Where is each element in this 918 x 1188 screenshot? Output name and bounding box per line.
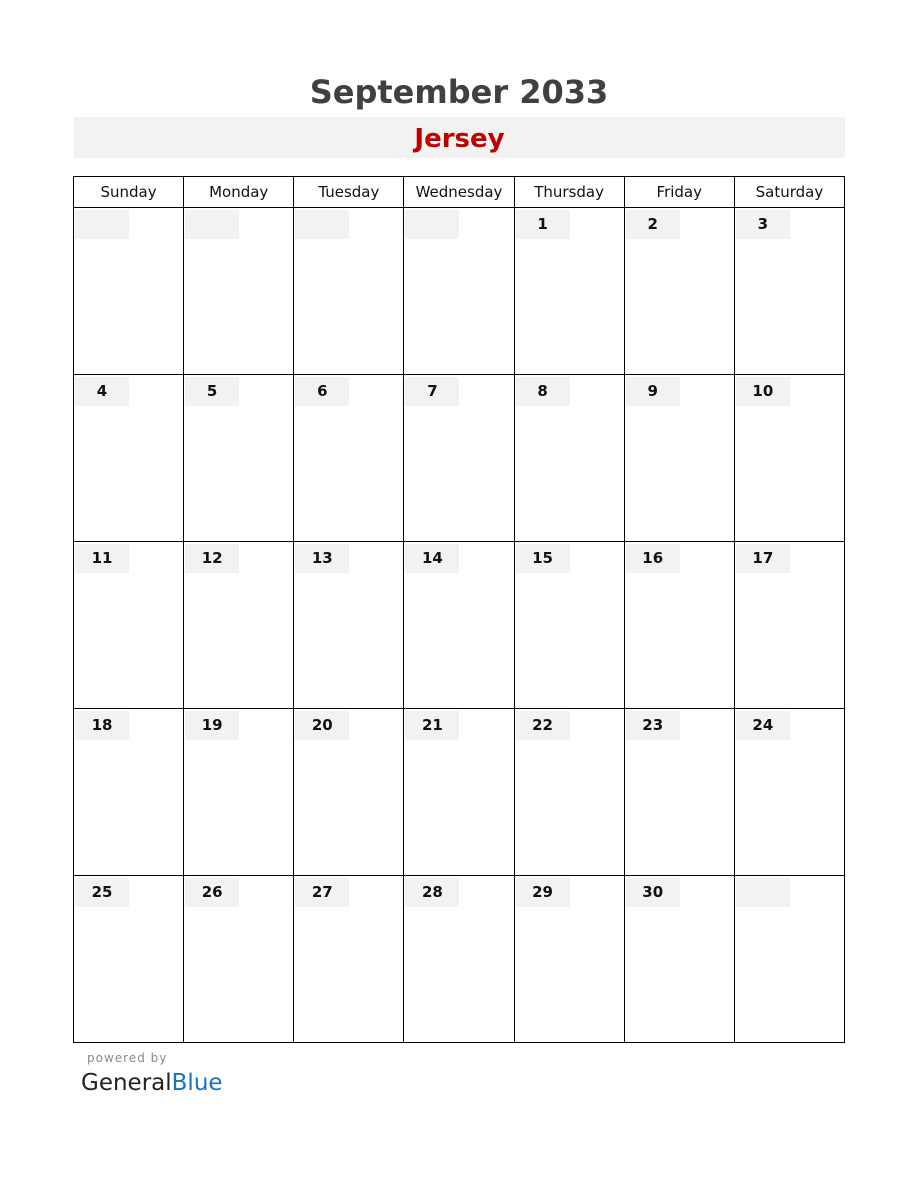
day-cell <box>624 709 734 876</box>
day-cell <box>184 709 294 876</box>
day-number: 16 <box>626 544 680 573</box>
weekday-header: Monday <box>184 177 294 208</box>
day-number <box>75 210 129 239</box>
day-cell <box>624 208 734 375</box>
weekday-header: Tuesday <box>294 177 404 208</box>
day-cell <box>624 542 734 709</box>
day-cell <box>74 375 184 542</box>
page-title: September 2033 <box>309 73 609 111</box>
day-number: 20 <box>295 711 349 740</box>
day-number: 10 <box>736 377 790 406</box>
day-number: 12 <box>185 544 239 573</box>
day-cell <box>74 709 184 876</box>
day-cell <box>514 208 624 375</box>
day-cell <box>734 542 844 709</box>
day-number: 29 <box>516 878 570 907</box>
day-cell <box>74 542 184 709</box>
day-number: 28 <box>405 878 459 907</box>
day-number: 4 <box>75 377 129 406</box>
calendar-grid <box>73 176 845 1043</box>
day-number: 8 <box>516 377 570 406</box>
day-number: 9 <box>626 377 680 406</box>
day-number: 26 <box>185 878 239 907</box>
day-number: 18 <box>75 711 129 740</box>
day-number: 24 <box>736 711 790 740</box>
powered-by-label: powered by <box>87 1051 168 1065</box>
day-number: 6 <box>295 377 349 406</box>
weekday-header: Thursday <box>514 177 624 208</box>
day-number: 15 <box>516 544 570 573</box>
day-number: 5 <box>185 377 239 406</box>
day-number <box>405 210 459 239</box>
day-cell <box>74 208 184 375</box>
day-cell <box>294 542 404 709</box>
day-number: 25 <box>75 878 129 907</box>
weekday-header-row <box>74 177 845 208</box>
day-cell <box>184 208 294 375</box>
day-number: 19 <box>185 711 239 740</box>
day-cell <box>74 876 184 1043</box>
weekday-header: Friday <box>624 177 734 208</box>
week-row <box>74 876 845 1043</box>
day-number: 17 <box>736 544 790 573</box>
day-cell <box>294 709 404 876</box>
day-number: 7 <box>405 377 459 406</box>
day-cell <box>734 876 844 1043</box>
week-row <box>74 709 845 876</box>
day-cell <box>514 375 624 542</box>
day-cell <box>734 375 844 542</box>
day-cell <box>184 876 294 1043</box>
brand-name-part2: Blue <box>171 1070 223 1096</box>
day-cell <box>624 375 734 542</box>
day-cell <box>294 876 404 1043</box>
day-number: 21 <box>405 711 459 740</box>
day-cell <box>404 709 514 876</box>
weekday-header: Saturday <box>734 177 844 208</box>
day-number: 11 <box>75 544 129 573</box>
day-number: 23 <box>626 711 680 740</box>
day-number: 3 <box>736 210 790 239</box>
day-cell <box>514 876 624 1043</box>
region-banner: Jersey <box>74 117 845 158</box>
day-cell <box>734 709 844 876</box>
week-row <box>74 375 845 542</box>
day-cell <box>514 542 624 709</box>
day-cell <box>184 542 294 709</box>
day-number <box>185 210 239 239</box>
day-cell <box>404 542 514 709</box>
day-number: 27 <box>295 878 349 907</box>
day-number: 14 <box>405 544 459 573</box>
day-cell <box>294 375 404 542</box>
day-number: 13 <box>295 544 349 573</box>
day-cell <box>514 709 624 876</box>
day-cell <box>624 876 734 1043</box>
day-cell <box>404 375 514 542</box>
day-number: 1 <box>516 210 570 239</box>
brand-name-part1: General <box>81 1070 172 1096</box>
day-number <box>736 878 790 907</box>
day-number: 2 <box>626 210 680 239</box>
brand-logo <box>81 1068 223 1098</box>
day-cell <box>294 208 404 375</box>
week-row <box>74 208 845 375</box>
weekday-header: Wednesday <box>404 177 514 208</box>
day-cell <box>404 208 514 375</box>
week-row <box>74 542 845 709</box>
weekday-header: Sunday <box>74 177 184 208</box>
day-cell <box>734 208 844 375</box>
day-number <box>295 210 349 239</box>
day-number: 22 <box>516 711 570 740</box>
day-number: 30 <box>626 878 680 907</box>
day-cell <box>184 375 294 542</box>
day-cell <box>404 876 514 1043</box>
